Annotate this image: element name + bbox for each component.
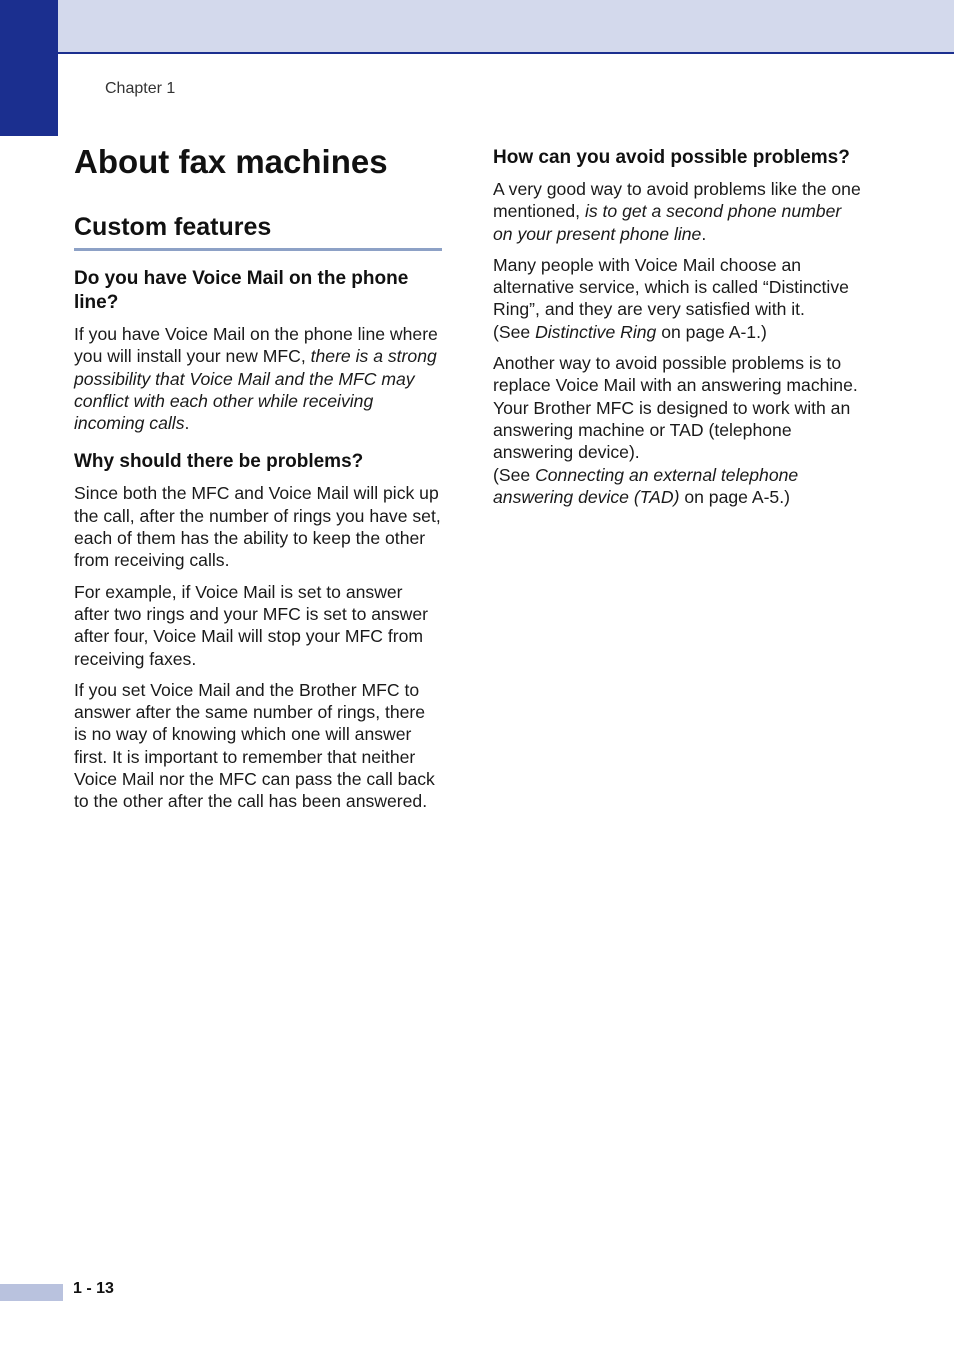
voice-mail-paragraph <box>74 323 442 434</box>
header-band <box>58 0 954 54</box>
text-run: A very good way to avoid problems like the one mentioned, <box>493 179 861 222</box>
footer-bar <box>0 1284 63 1301</box>
right-column <box>493 146 863 517</box>
avoid-problems-heading: How can you avoid possible problems? <box>493 147 850 168</box>
page-number: 1 - 13 <box>73 1280 114 1297</box>
avoid-paragraph-3 <box>493 352 863 508</box>
problems-heading: Why should there be problems? <box>74 451 364 473</box>
text-run: . <box>184 413 190 434</box>
text-run: If you have Voice Mail on the phone line where you will install your new MFC, <box>74 324 438 367</box>
text-run: (See <box>493 464 536 485</box>
voice-mail-heading: Do you have Voice Mail on the phone line? <box>74 268 409 313</box>
problems-paragraph-2: For example, if Voice Mail is set to answer after two rings and your MFC is set to answer after four, Voice Mail will stop your MFC from receiving faxes. <box>74 581 428 669</box>
text-run: on page A-1.) <box>656 321 767 342</box>
text-run: . <box>701 223 707 244</box>
avoid-paragraph-1 <box>493 178 863 245</box>
text-run: on page A-5.) <box>679 486 790 507</box>
problems-paragraph-1: Since both the MFC and Voice Mail will pick up the call, after the number of rings you have set, each of them has the ability to keep the other from receiving calls. <box>74 483 441 571</box>
avoid-paragraph-2 <box>493 254 863 343</box>
text-run: Many people with Voice Mail choose an alternative service, which is called “Distinctive Ring”, and they are very satisfied with it. <box>493 254 849 320</box>
problems-paragraph-3: If you set Voice Mail and the Brother MFC to answer after the same number of rings, there is no way of knowing which one will answer first. It is important to remember that neither Voice Mail nor the MFC can pass the call back to the other after the call has been answered. <box>74 679 435 812</box>
page-title: About fax machines <box>74 143 388 180</box>
emphasis-text: is to get a second phone number on your present phone line <box>493 201 842 244</box>
text-run: Another way to avoid possible problems is to replace Voice Mail with an answering machine. Your Brother MFC is designed to work with an answering machine or TAD (telephone answering device). <box>493 353 858 463</box>
chapter-tab <box>0 0 58 136</box>
text-run: (See <box>493 321 536 342</box>
cross-reference-link[interactable]: Connecting an external telephone answering device (TAD) <box>493 464 799 507</box>
chapter-label: Chapter 1 <box>105 80 176 97</box>
left-column <box>74 140 442 822</box>
section-heading: Custom features <box>74 210 442 251</box>
emphasis-text: there is a strong possibility that Voice Mail and the MFC may conflict with each other while receiving incoming calls <box>74 346 437 434</box>
cross-reference-link[interactable]: Distinctive Ring <box>535 321 657 342</box>
